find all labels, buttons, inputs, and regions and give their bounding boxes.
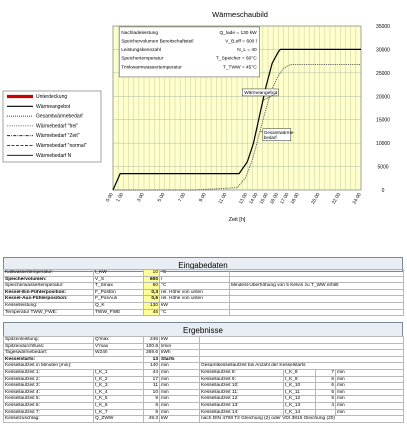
kessellaufzeit-unit: min bbox=[160, 389, 200, 396]
info-label: Nachladeleistung bbox=[121, 30, 159, 36]
kessellaufzeit-symbol: t_K_4 bbox=[94, 389, 144, 396]
kessellaufzeit-unit: min bbox=[160, 396, 200, 403]
eingabe-row bbox=[4, 302, 404, 309]
info-value: N_L = 40 bbox=[237, 48, 257, 54]
kessellaufzeit-unit: min bbox=[160, 383, 200, 390]
legend-entry: Unterdeckung bbox=[36, 94, 68, 100]
legend-entry: Wärmeangebot bbox=[36, 103, 71, 110]
laufzeit-label: Kessellaufzeit in Minuten [min]: bbox=[4, 363, 144, 370]
result-symbol: W24h bbox=[94, 350, 144, 357]
kessellaufzeit-unit: min bbox=[160, 409, 200, 416]
kessellaufzeit-row bbox=[4, 383, 404, 390]
x-tick-label: 9.00 bbox=[198, 192, 208, 204]
kessellaufzeit-value: 44 bbox=[144, 369, 160, 376]
info-value: T_Speicher = 60°C bbox=[216, 56, 257, 62]
kessellaufzeit-unit: min bbox=[160, 376, 200, 383]
kessellaufzeit-value: 5 bbox=[316, 389, 336, 396]
info-value: V_B,eff = 600 l bbox=[225, 39, 257, 45]
kesselzuschlag-symbol: Q_ZWW bbox=[94, 416, 144, 423]
input-symbol: F_PosEin bbox=[94, 289, 144, 296]
kessellaufzeit-value: 7 bbox=[316, 369, 336, 376]
kessellaufzeit-row bbox=[4, 389, 404, 396]
legend-entry: Wärmebedarf N bbox=[36, 152, 72, 159]
input-unit: °C bbox=[160, 309, 230, 316]
x-tick-label: 3.00 bbox=[136, 192, 146, 204]
y-tick-label: 10000 bbox=[376, 141, 390, 148]
result-label: Spitzendurchfluss: bbox=[4, 343, 94, 350]
input-label: Kaltwassertemperatur: bbox=[4, 270, 94, 277]
laufzeit-unit: min bbox=[160, 363, 200, 370]
x-tick-label: 13.00 bbox=[238, 192, 250, 206]
eingabe-row bbox=[4, 289, 404, 296]
input-value: 0,3 bbox=[144, 289, 160, 296]
info-label: Speichervolumen Bereitschaftsteil bbox=[121, 39, 194, 45]
result-symbol: V'max bbox=[94, 343, 144, 350]
input-note: Mindest-Überhöhung von 5 Kelvin zu T_WW erfüllt bbox=[230, 283, 404, 290]
chart-info-box bbox=[119, 27, 260, 77]
result-label: Spitzenleistung: bbox=[4, 337, 94, 344]
result-unit: kW bbox=[160, 337, 200, 344]
y-tick-label: 5000 bbox=[377, 164, 389, 171]
kessellaufzeit-value: 6 bbox=[316, 383, 336, 390]
legend-entry: Gesamtwärmebedarf bbox=[36, 113, 83, 120]
laufzeit-value: 140 bbox=[144, 363, 160, 370]
x-tick-label: 0.00 bbox=[105, 192, 115, 204]
input-label: Speicherwassertemperatur: bbox=[4, 283, 94, 290]
result-value: 246 bbox=[144, 337, 160, 344]
kessellaufzeit-unit: min bbox=[336, 389, 404, 396]
x-axis-label: Zeit [h] bbox=[228, 217, 246, 223]
kessellaufzeit-label: Kessellaufzeit 12: bbox=[200, 396, 284, 403]
input-symbol: t_KW bbox=[94, 270, 144, 277]
kesselzuschlag-value: 49.3 bbox=[144, 416, 160, 423]
x-tick-label: 5.00 bbox=[157, 192, 167, 204]
kessellaufzeit-symbol: t_K_10 bbox=[284, 383, 316, 390]
kessellaufzeit-value: 6 bbox=[316, 376, 336, 383]
kessellaufzeit-value: 4 bbox=[316, 402, 336, 409]
kessellaufzeit-symbol: t_K_13 bbox=[284, 402, 316, 409]
y-tick-label: 30000 bbox=[376, 47, 390, 54]
kesselzuschlag-unit: kW bbox=[160, 416, 200, 423]
result-row bbox=[4, 350, 404, 357]
kessellaufzeit-label: Kessellaufzeit 2: bbox=[4, 376, 94, 383]
kessellaufzeit-label: Kessellaufzeit 11: bbox=[200, 389, 284, 396]
eingabedaten-header: Eingabedaten bbox=[3, 257, 403, 272]
kesselzuschlag-note: nach DIN 4708 T2 Gleichung (2) oder VDI 3815 Gleichung (20) bbox=[200, 416, 404, 423]
kessellaufzeit-value bbox=[316, 409, 336, 416]
laufzeit-header-row bbox=[4, 363, 404, 370]
result-row bbox=[4, 337, 404, 344]
input-unit: °C bbox=[160, 270, 230, 277]
kessellaufzeit-symbol: t_K_7 bbox=[94, 409, 144, 416]
input-value: 10 bbox=[144, 270, 160, 277]
x-tick-label: 16.00 bbox=[269, 192, 281, 206]
kessellaufzeit-label: Kessellaufzeit 14: bbox=[200, 409, 284, 416]
x-tick-label: 22.00 bbox=[331, 192, 343, 206]
x-tick-label: 15.00 bbox=[259, 192, 270, 206]
x-tick-label: 1.00 bbox=[116, 192, 126, 204]
kessellaufzeit-label: Kessellaufzeit 9: bbox=[200, 376, 284, 383]
input-unit: l bbox=[160, 276, 230, 283]
kesselstarts-label: Kesselstarts: bbox=[4, 356, 144, 363]
info-value: Q_lade = 130 kW bbox=[219, 30, 257, 36]
input-value: 60 bbox=[144, 283, 160, 290]
y-tick-label: 0 bbox=[381, 188, 385, 194]
input-value: 45 bbox=[144, 309, 160, 316]
kessellaufzeit-symbol: t_K_6 bbox=[94, 402, 144, 409]
kessellaufzeit-label: Kessellaufzeit 3: bbox=[4, 383, 94, 390]
input-label: Kessel-Aus-Fühlerposition: bbox=[4, 296, 94, 303]
kessellaufzeit-symbol: t_K_12 bbox=[284, 396, 316, 403]
input-symbol: F_PosAus bbox=[94, 296, 144, 303]
input-unit: rel. Höhe von unten bbox=[160, 289, 230, 296]
chart-legend bbox=[3, 91, 101, 162]
kessellaufzeit-label: Kessellaufzeit 6: bbox=[4, 402, 94, 409]
result-row bbox=[4, 343, 404, 350]
x-tick-label: 24.00 bbox=[352, 192, 363, 206]
kessellaufzeit-unit: min bbox=[336, 396, 404, 403]
kessellaufzeit-symbol: t_K_11 bbox=[284, 389, 316, 396]
input-unit: °C bbox=[160, 283, 230, 290]
input-note bbox=[230, 296, 404, 303]
x-tick-label: 14.00 bbox=[249, 192, 260, 206]
kessellaufzeit-unit: min bbox=[336, 402, 404, 409]
kessellaufzeit-label: Kessellaufzeit 4: bbox=[4, 389, 94, 396]
kessellaufzeit-value: 10 bbox=[144, 389, 160, 396]
kessellaufzeit-value: 8 bbox=[144, 409, 160, 416]
result-value: 269.6 bbox=[144, 350, 160, 357]
input-note bbox=[230, 302, 404, 309]
x-tick-label: 17.00 bbox=[280, 192, 291, 206]
input-value: 0,6 bbox=[144, 296, 160, 303]
kessellaufzeit-value: 9 bbox=[144, 396, 160, 403]
kessellaufzeit-unit: min bbox=[336, 383, 404, 390]
kessellaufzeit-value: 5 bbox=[316, 396, 336, 403]
annotation-gesamtwaermebedarf: Gesamtwärme- bbox=[263, 129, 295, 135]
input-symbol: V_S bbox=[94, 276, 144, 283]
kessellaufzeit-unit: min bbox=[160, 402, 200, 409]
eingabe-row bbox=[4, 283, 404, 290]
annotation-waermeangebot: Wärmeangebot bbox=[244, 90, 277, 96]
kessellaufzeit-label: Kessellaufzeit 13: bbox=[200, 402, 284, 409]
kessellaufzeit-symbol: t_K_3 bbox=[94, 383, 144, 390]
input-symbol: Q_K bbox=[94, 302, 144, 309]
legend-entry: Wärmebedarf "frei" bbox=[36, 123, 79, 130]
y-tick-label: 35000 bbox=[376, 24, 390, 30]
kesselzuschlag-label: Kesselzuschlag: bbox=[4, 416, 94, 423]
legend-entry: Wärmebedarf "normal" bbox=[36, 143, 87, 149]
input-unit: kW bbox=[160, 302, 230, 309]
kesselstarts-unit: Starts bbox=[160, 356, 200, 363]
legend-entry: Wärmebedarf "Zeit" bbox=[36, 133, 80, 140]
input-note bbox=[230, 309, 404, 316]
kessellaufzeit-unit: min bbox=[160, 369, 200, 376]
kessellaufzeit-value: 11 bbox=[144, 383, 160, 390]
input-label: Temperatur TWW_FWE: bbox=[4, 309, 94, 316]
kesselzuschlag-row bbox=[4, 416, 404, 423]
kessellaufzeit-value: 8 bbox=[144, 402, 160, 409]
empty-cell bbox=[200, 343, 404, 350]
kessellaufzeit-label: Kessellaufzeit 7: bbox=[4, 409, 94, 416]
kessellaufzeit-symbol: t_K_2 bbox=[94, 376, 144, 383]
input-label: Speichervolumen: bbox=[4, 276, 94, 283]
result-unit: kWh bbox=[160, 350, 200, 357]
kessellaufzeit-row bbox=[4, 376, 404, 383]
info-value: T_TWW = 45°C bbox=[222, 65, 257, 71]
info-label: Speichertemperatur bbox=[121, 56, 164, 62]
kesselstarts-value: 13 bbox=[144, 356, 160, 363]
eingabedaten-table bbox=[3, 269, 404, 316]
input-note bbox=[230, 289, 404, 296]
kessellaufzeit-symbol: t_K_14 bbox=[284, 409, 316, 416]
input-unit: rel. Höhe von unten bbox=[160, 296, 230, 303]
kessellaufzeit-label: Kessellaufzeit 5: bbox=[4, 396, 94, 403]
kessellaufzeit-label: Kessellaufzeit 8: bbox=[200, 369, 284, 376]
kessellaufzeit-symbol: t_K_9 bbox=[284, 376, 316, 383]
annotation-gesamtwaermebedarf: bedarf bbox=[263, 134, 277, 140]
result-symbol: Q'max bbox=[94, 337, 144, 344]
empty-cell bbox=[200, 356, 404, 363]
eingabe-row bbox=[4, 270, 404, 277]
info-label: Trinkwarmwassertemperatur bbox=[121, 65, 182, 71]
kessellaufzeit-row bbox=[4, 409, 404, 416]
kessellaufzeit-symbol: t_K_1 bbox=[94, 369, 144, 376]
kessellaufzeit-unit: min bbox=[336, 369, 404, 376]
kessellaufzeit-label: Kessellaufzeit 10: bbox=[200, 383, 284, 390]
input-symbol: T_Smax bbox=[94, 283, 144, 290]
result-unit: l/min bbox=[160, 343, 200, 350]
input-symbol: TWW_FWE bbox=[94, 309, 144, 316]
empty-cell bbox=[200, 337, 404, 344]
ergebnisse-table bbox=[3, 336, 404, 423]
y-tick-label: 20000 bbox=[376, 94, 390, 101]
eingabe-row bbox=[4, 309, 404, 316]
eingabe-row bbox=[4, 276, 404, 283]
kessellaufzeit-row bbox=[4, 369, 404, 376]
kessellaufzeit-symbol: t_K_5 bbox=[94, 396, 144, 403]
kessellaufzeit-value: 17 bbox=[144, 376, 160, 383]
kessellaufzeit-label: Kessellaufzeit 1: bbox=[4, 369, 94, 376]
kesselstarts-row bbox=[4, 356, 404, 363]
x-tick-label: 7.00 bbox=[178, 192, 188, 204]
y-tick-label: 15000 bbox=[376, 117, 390, 124]
x-tick-label: 18.00 bbox=[290, 192, 301, 206]
eingabe-row bbox=[4, 296, 404, 303]
kessellaufzeit-row bbox=[4, 402, 404, 409]
x-tick-label: 20.00 bbox=[311, 192, 322, 206]
laufzeit-right-header: Gesamtkessellaufzeit bis Anzahl der Kesselstarts bbox=[200, 363, 404, 370]
input-note bbox=[230, 276, 404, 283]
result-label: Tageswärmebedarf: bbox=[4, 350, 94, 357]
kessellaufzeit-symbol: t_K_8 bbox=[284, 369, 316, 376]
x-tick-label: 11.00 bbox=[218, 192, 229, 206]
input-label: Kesselleistung: bbox=[4, 302, 94, 309]
y-tick-label: 25000 bbox=[376, 70, 390, 77]
input-note bbox=[230, 270, 404, 277]
chart-title: Wärmeschaubild bbox=[212, 10, 268, 19]
kessellaufzeit-unit: min bbox=[336, 376, 404, 383]
info-label: Leistungskennzahl bbox=[121, 48, 161, 54]
input-value: 600 bbox=[144, 276, 160, 283]
kessellaufzeit-unit: min bbox=[336, 409, 404, 416]
empty-cell bbox=[200, 350, 404, 357]
ergebnisse-header: Ergebnisse bbox=[3, 322, 403, 337]
result-value: 100.8 bbox=[144, 343, 160, 350]
input-value: 130 bbox=[144, 302, 160, 309]
kessellaufzeit-row bbox=[4, 396, 404, 403]
input-label: Kessel-Ein-Fühlerposition: bbox=[4, 289, 94, 296]
